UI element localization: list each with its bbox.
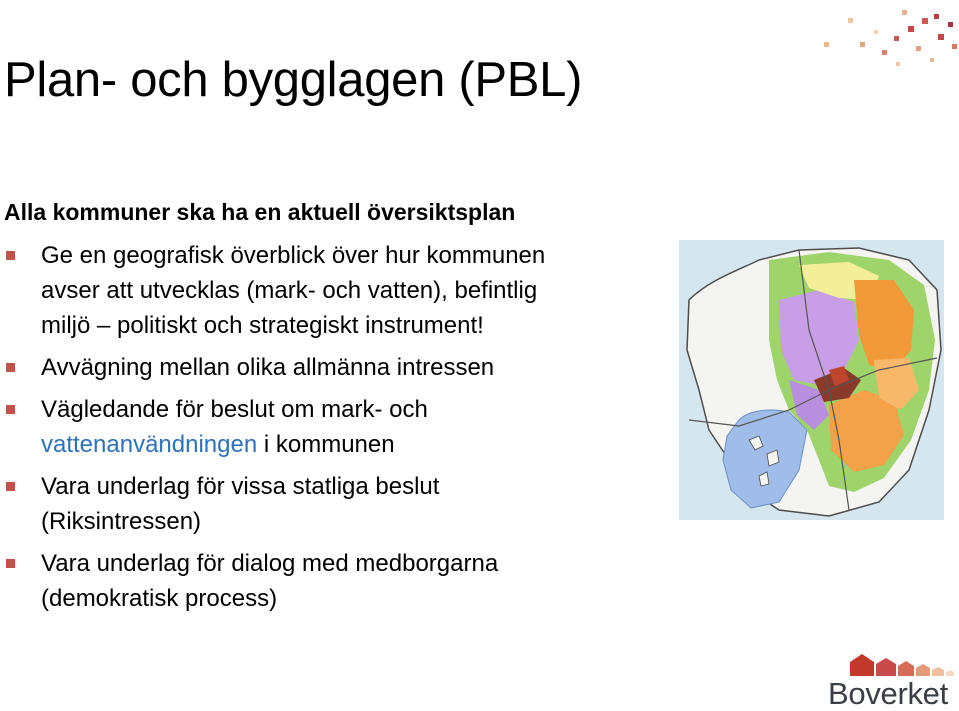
bullet-item [0,238,650,343]
slide-title: Plan- och bygglagen (PBL) [4,53,583,107]
bullet-marker-icon [6,363,15,372]
slide-subtitle: Alla kommuner ska ha en aktuell översiktsplan [4,199,516,225]
roofline-logo-icon [828,648,956,678]
bullet-item [0,546,650,616]
bullet-line: Avvägning mellan olika allmänna intressen [41,354,495,381]
logo-text: Boverket [828,676,948,711]
bullet-line: Ge en geografisk överblick över hur kommunen [41,242,546,269]
bullet-item [0,469,650,539]
bullet-line: (Riksintressen) [41,508,202,535]
bullet-item [0,350,650,385]
bullet-line: avser att utvecklas (mark- och vatten), befintlig [41,277,538,304]
boverket-logo [828,648,956,710]
bullet-marker-icon [6,251,15,260]
bullet-line: Vägledande för beslut om mark- och [41,396,428,423]
bullet-list [0,238,650,623]
bullet-line: miljö – politiskt och strategiskt instrument! [41,312,484,339]
bullet-line: Vara underlag för dialog med medborgarna [41,550,499,577]
bullet-item [0,392,650,462]
bullet-line: (demokratisk process) [41,585,278,612]
bullet-marker-icon [6,405,15,414]
bullet-marker-icon [6,559,15,568]
land-use-map [679,240,944,520]
bullet-line: i kommunen [257,431,395,458]
bullet-marker-icon [6,482,15,491]
vattenanvandningen-link[interactable]: vattenanvändningen [41,431,258,458]
decorative-dots [810,0,959,80]
bullet-line: Vara underlag för vissa statliga beslut [41,473,440,500]
